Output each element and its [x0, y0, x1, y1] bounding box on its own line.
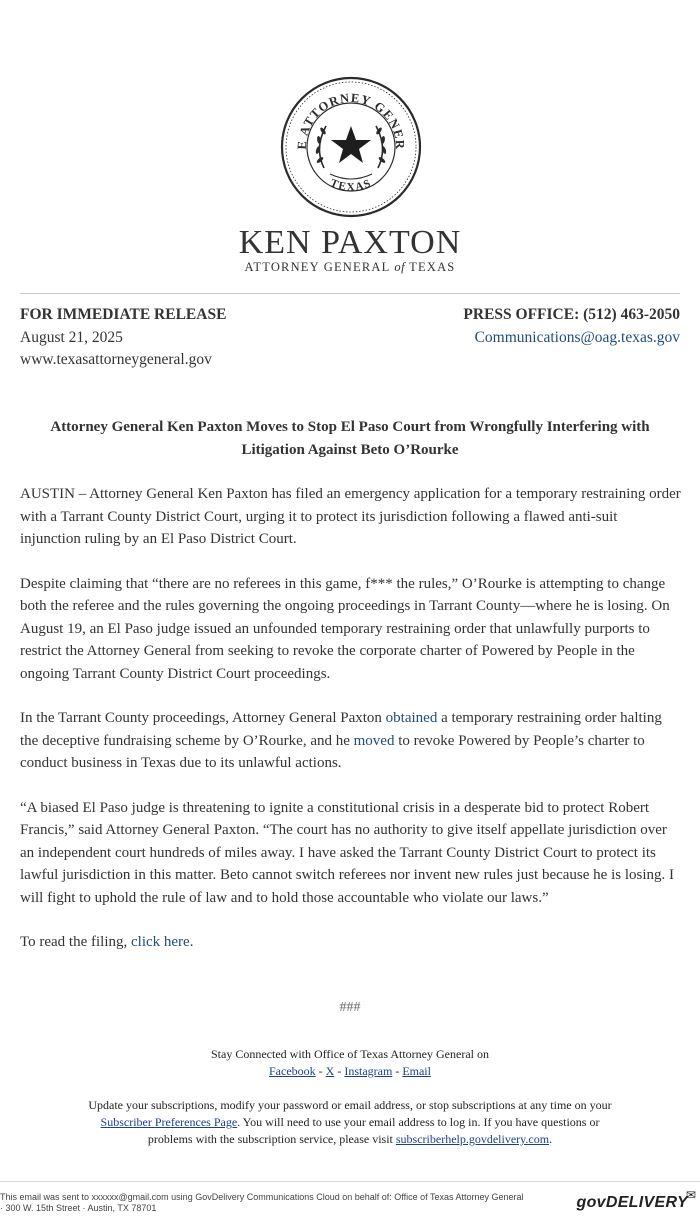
social-intro: Stay Connected with Office of Texas Attorney General on: [211, 1047, 489, 1061]
sent-info: [0, 1192, 524, 1214]
subscription-line-2-text: . You will need to use your email address to log in. If you have questions or: [237, 1115, 600, 1129]
subscription-line-3-text: problems with the subscription service, please visit: [147, 1132, 393, 1146]
paragraph-2: Despite claiming that “there are no referees in this game, f*** the rules,” O’Rourke is attempting to change both the referee and the rules governing the ongoing proceedings in Tarrant County—where he is losing. On August 19, an El Paso judge issued an unfounded temporary restraining order that unlawfully purports to restrict the Attorney General from seeking to revoke the corporate charter of Powered by People in the ongoing Tarrant County District Court proceedings.: [20, 575, 670, 682]
obtained-link[interactable]: obtained: [385, 710, 438, 726]
social-dash-2: -: [337, 1064, 342, 1078]
paragraph-5-period: .: [189, 934, 194, 950]
sent-line: This email was sent to xxxxxx@gmail.com using GovDelivery Communications Cloud on behalf of: Office of Texas Attorney General: [0, 1192, 524, 1202]
brand-subtitle-post: TEXAS: [409, 260, 456, 274]
subscriber-help-link[interactable]: subscriberhelp.govdelivery.com: [395, 1132, 550, 1146]
svg-text:THE ATTORNEY GENERAL: [280, 76, 407, 150]
paragraph-3-part-b: a temporary restraining order halting the deceptive fundraising scheme by O’Rourke, and he: [20, 710, 662, 749]
brand-subtitle-pre: ATTORNEY GENERAL: [244, 260, 390, 274]
press-office-info: [463, 304, 680, 349]
press-headline: Attorney General Ken Paxton Moves to Stop El Paso Court from Wrongfully Interfering with Litigation Against Beto O’Rourke: [50, 419, 650, 458]
moved-link[interactable]: moved: [353, 732, 395, 749]
govdelivery-logo[interactable]: govDELIVERY: [576, 1194, 688, 1211]
social-dash-1: -: [318, 1064, 323, 1078]
end-separator: ###: [339, 1000, 361, 1015]
header-divider: [20, 293, 680, 294]
paragraph-5: [20, 931, 682, 954]
paragraph-5-part-a: To read the filing,: [20, 934, 128, 950]
paragraph-3-part-a: In the Tarrant County proceedings, Attorney General Paxton: [20, 710, 382, 726]
release-info: [20, 304, 226, 372]
social-links: [0, 1063, 700, 1080]
subscription-line-3-end: .: [549, 1132, 553, 1146]
click-here-link[interactable]: click here: [131, 934, 190, 950]
release-label: FOR IMMEDIATE RELEASE: [20, 306, 227, 323]
brand-subtitle-of: of: [394, 260, 406, 274]
brand-name: KEN PAXTON: [238, 224, 462, 261]
paragraph-3-part-c: to revoke Powered by People’s charter to conduct business in Texas due to its unlawful actions.: [20, 732, 645, 771]
subscription-line-3: [50, 1131, 650, 1148]
govdelivery-envelope-icon: ✉: [685, 1188, 696, 1202]
paragraph-3: [20, 707, 682, 775]
brand-subtitle: [0, 260, 700, 275]
social-dash-3: -: [395, 1064, 400, 1078]
facebook-link[interactable]: Facebook: [269, 1064, 316, 1078]
seal-bottom-text: TEXAS: [328, 176, 374, 194]
seal-top-text: E ATTORNEY GENER: [294, 90, 408, 151]
seal-icon: [280, 76, 422, 218]
subscription-line-2: [50, 1114, 650, 1131]
paragraph-4: “A biased El Paso judge is threatening to ignite a constitutional crisis in a desperate bid to protect Robert Francis,” said Attorney General Paxton. “The court has no authority to give itself appellate jurisdiction over an independent court hundreds of miles away. I have asked the Tarrant County District Court to protect its lawful jurisdiction in this matter. Beto cannot switch referees nor invent new rules just because he is losing. I will fight to uphold the rule of law and to hold those accountable who violate our laws.”: [20, 799, 675, 906]
x-link[interactable]: X: [325, 1064, 335, 1078]
press-email-link[interactable]: Communications@oag.texas.gov: [474, 328, 680, 346]
email-link[interactable]: Email: [402, 1064, 431, 1078]
email-footer-bar: [0, 1181, 700, 1223]
attorney-general-seal: [280, 76, 422, 218]
paragraph-1: AUSTIN – Attorney General Ken Paxton has filed an emergency application for a temporary restraining order with a Tarrant County District Court, urging it to protect its jurisdiction following a flawed anti-suit injunction ruling by an El Paso District Court.: [20, 486, 681, 547]
subscriber-preferences-link[interactable]: Subscriber Preferences Page: [100, 1115, 238, 1129]
subscription-section: [50, 1097, 650, 1148]
subscription-line-1: Update your subscriptions, modify your password or email address, or stop subscriptions at any time on your: [88, 1098, 612, 1112]
release-date: August 21, 2025: [20, 328, 123, 346]
website-text: www.texasattorneygeneral.gov: [20, 351, 212, 368]
press-body: [20, 483, 682, 976]
press-office-phone: PRESS OFFICE: (512) 463-2050: [463, 306, 680, 323]
social-section: [0, 1046, 700, 1080]
instagram-link[interactable]: Instagram: [344, 1064, 393, 1078]
sender-address: · 300 W. 15th Street · Austin, TX 78701: [0, 1203, 157, 1213]
